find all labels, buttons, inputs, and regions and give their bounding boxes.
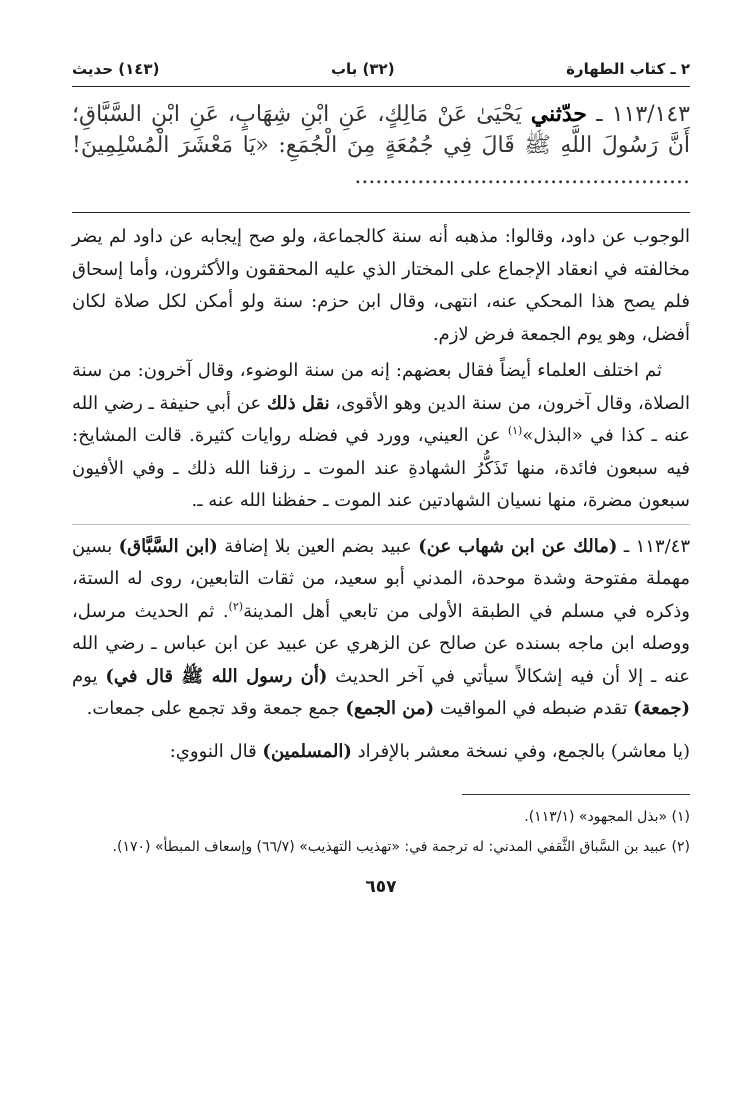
- commentary-bold-text: (مالك عن ابن شهاب عن): [418, 535, 618, 557]
- page-number: ٦٥٧: [365, 877, 397, 897]
- commentary-paragraph-3: [72, 531, 690, 726]
- footnote-ref: (٢): [228, 599, 244, 613]
- commentary-text: الوجوب عن داود، وقالوا: مذهبه أنه سنة كالجماعة، ولو صح إيجابه عن داود لم يضر مخالفته في انعقاد الإجماع على المختار الذي عليه المحققون والأكثرون، وأما إسحاق فلم يصح هذا المحكي عنه، انتهى، وقال ابن حزم: سنة ولو أمكن لكل صلاة لكان أفضل، وهو يوم الجمعة فرض لازم.: [72, 226, 690, 345]
- footnote-2: (٢) عبيد بن السَّباق الثَّقفي المدني: له ترجمة في: «تهذيب التهذيب» (٦٦/٧) وإسعاف المبطأ» (١٧٠).: [112, 839, 690, 855]
- commentary-number: ١١٣/٤٣ ـ: [623, 535, 690, 557]
- footnote-ref: (١): [507, 424, 523, 437]
- commentary-paragraph-4: [72, 736, 690, 769]
- hadith-body: يَحْيَىٰ عَنْ مَالِكٍ، عَنِ ابْنِ شِهَابٍ، عَنِ ابْنِ السَّبَّاقِ؛ أَنَّ رَسُولَ اللَّهِ ﷺ قَالَ فِي جُمُعَةٍ مِنَ الْجُمَعِ: «يَا مَعْشَرَ الْمُسْلِمِينَ! ................................................: [72, 102, 690, 189]
- commentary-paragraph-2: [72, 355, 690, 518]
- running-header: [72, 60, 690, 87]
- hadith-number: ١١٣/١٤٣ ـ: [596, 102, 690, 127]
- section-divider: [72, 212, 690, 213]
- commentary-bold-text: نقل ذلك: [266, 392, 330, 414]
- footnote-1: (١) «بذل المجهود» (١١٣/١).: [524, 809, 690, 825]
- commentary-text: جمع جمعة وقد تجمع على جمعات.: [86, 698, 340, 719]
- commentary-text: قال النووي:: [169, 740, 257, 762]
- commentary-text: عن العيني، وورد في فضله روايات كثيرة. قالت المشايخ: فيه سبعون فائدة، منها تَذَكُّرُ الشهادةِ عند الموت ـ رزقنا الله ذلك ـ وفي الأفيون سبعون مضرة، منها نسيان الشهادتين عند الموت ـ حفظنا الله عنه ـ.: [72, 425, 690, 511]
- hadith-haddathani: حدّثني: [530, 101, 587, 127]
- hadith-text: [72, 87, 690, 202]
- commentary-text: عن أبي حنيفة ـ رضي الله عنه ـ كذا في «البذل»: [72, 392, 690, 446]
- commentary-text: تقدم ضبطه في المواقيت: [439, 698, 628, 719]
- commentary-bold-text: (ابن السَّبَّاق): [118, 535, 218, 557]
- commentary-bold-text: (جمعة): [633, 698, 690, 719]
- commentary-text: بسين مهملة مفتوحة وشدة موحدة، المدني أبو سعيد، من ثقات التابعين، روى له الستة، وذكره في مسلم في الطبقة الأولى من تابعي أهل المدينة: [72, 535, 690, 622]
- commentary-text: ثم اختلف العلماء أيضاً فقال بعضهم: إنه من سنة الوضوء، وقال آخرون: من سنة الصلاة، وقال آخرون، من سنة الدين وهو الأقوى،: [72, 360, 690, 414]
- commentary-bold-text: (أن رسول الله ﷺ قال في): [105, 665, 328, 687]
- commentary-text: . ثم الحديث مرسل، ووصله ابن ماجه بسنده عن صالح عن الزهري عن عبيد عن ابن عباس ـ رضي الله عنه ـ إلا أن فيه إشكالاً سيأتي في آخر الحديث: [72, 600, 690, 687]
- header-book-title: ٢ ـ كتاب الطهارة: [566, 60, 690, 78]
- commentary-text: عبيد بضم العين بلا إضافة: [224, 535, 412, 557]
- commentary-text: (يا معاشر) بالجمع، وفي نسخة معشر بالإفراد: [357, 740, 690, 762]
- commentary-bold-text: (من الجمع): [345, 698, 435, 719]
- header-hadith-number: (١٤٣) حديث: [72, 60, 160, 78]
- commentary-text: يوم: [72, 665, 98, 687]
- commentary-paragraph-1: [72, 221, 690, 351]
- commentary-bold-text: (المسلمين): [262, 740, 352, 762]
- light-divider: [72, 524, 690, 525]
- footnote-separator: [462, 794, 690, 795]
- header-chapter: (٣٢) باب: [330, 60, 395, 78]
- book-page: [72, 60, 690, 897]
